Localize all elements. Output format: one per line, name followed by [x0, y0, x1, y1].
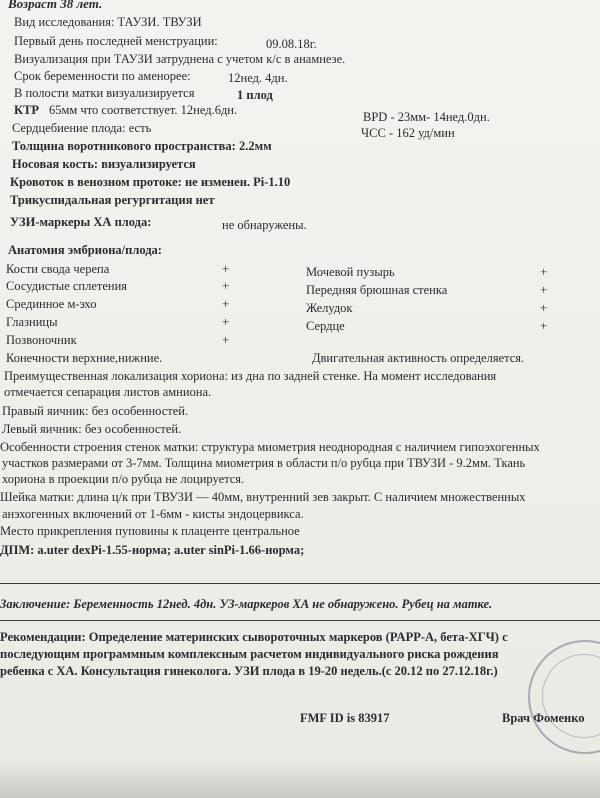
- ktr-value: 65мм что соответствует. 12нед.6дн.: [49, 103, 238, 117]
- patient-age: Возраст 38 лет.: [8, 0, 103, 11]
- nasal-bone: Носовая кость: визуализируется: [12, 157, 196, 171]
- recommendations-line-3: ребенка с ХА. Консультация гинеколога. УЗИ плода в 19-20 недель.(с 20.12 по 27.12.18г.): [0, 664, 498, 678]
- lmp-label: Первый день последней менструации:: [14, 34, 218, 48]
- anatomy-item: Передняя брюшная стенка: [306, 283, 448, 297]
- page-shadow: [0, 760, 600, 798]
- chorion-line-1: Преимущественная локализация хориона: из дна по задней стенке. На момент исследования: [4, 369, 497, 383]
- anatomy-item: Кости свода черепа: [6, 262, 110, 276]
- right-ovary: Правый яичник: без особенностей.: [2, 404, 189, 418]
- motor-activity: Двигательная активность определяется.: [312, 351, 525, 365]
- anatomy-item-value: +: [540, 318, 548, 333]
- cervix-line-2: анэхогенных включений от 1-6мм - кисты эндоцервикса.: [2, 507, 304, 521]
- nuchal-translucency: Толщина воротникового пространства: 2.2мм: [12, 139, 272, 153]
- anatomy-item: Глазницы: [6, 315, 58, 329]
- anatomy-item: Сердце: [306, 319, 345, 333]
- cord-insertion: Место прикрепления пуповины к плаценте центральное: [0, 524, 300, 538]
- fmf-id: FMF ID is 83917: [300, 711, 390, 725]
- stamp-seal: [528, 640, 600, 754]
- anatomy-item-value: +: [222, 261, 230, 276]
- conclusion: Заключение: Беременность 12нед. 4дн. УЗ-маркеров ХА не обнаружено. Рубец на матке.: [0, 597, 493, 611]
- ktr-label: КТР: [14, 103, 40, 117]
- left-ovary: Левый яичник: без особенностей.: [2, 422, 182, 436]
- uterine-wall-line-3: хориона в проекции п/о рубца не лоцируется.: [2, 472, 245, 486]
- anatomy-item-value: +: [540, 282, 548, 297]
- term-value: 12нед. 4дн.: [228, 71, 288, 85]
- cervix-line-1: Шейка матки: длина ц/к при ТВУЗИ — 40мм, внутренний зев закрыт. С наличием множественных: [0, 490, 526, 504]
- divider-bottom: [0, 620, 600, 621]
- markers-value: не обнаружены.: [222, 218, 307, 232]
- anatomy-item-value: +: [540, 300, 548, 315]
- uterine-wall-line-1: Особенности строения стенок матки: структура миометрия неоднородная с наличием гипоэхогенных: [0, 440, 540, 454]
- bpd-value: BPD - 23мм- 14нед.0дн.: [363, 110, 490, 124]
- anatomy-item-value: +: [540, 264, 548, 279]
- markers-label: УЗИ-маркеры ХА плода:: [10, 215, 152, 229]
- ductus-venosus: Кровоток в венозном протоке: не изменен. Pi-1.10: [10, 175, 291, 189]
- anatomy-item: Сосудистые сплетения: [6, 279, 128, 293]
- anatomy-item-value: +: [222, 314, 230, 329]
- uterus-label: В полости матки визуализируется: [14, 86, 195, 100]
- term-label: Срок беременности по аменорее:: [14, 69, 191, 83]
- divider-top: [0, 583, 600, 584]
- study-type: Вид исследования: ТАУЗИ. ТВУЗИ: [14, 15, 202, 29]
- anatomy-item-value: +: [222, 332, 230, 347]
- visualization-note: Визуализация при ТАУЗИ затруднена с учетом к/с в анамнезе.: [14, 52, 346, 66]
- lmp-date: 09.08.18г.: [266, 37, 317, 51]
- stamp-inner-ring: [542, 654, 600, 738]
- tricuspid-regurgitation: Трикуспидальная регургитация нет: [10, 193, 215, 207]
- doctor-signature: Врач Фоменко: [502, 711, 585, 725]
- heart-rate: ЧСС - 162 уд/мин: [361, 126, 455, 140]
- recommendations-line-2: последующим программным комплексным расчетом индивидуального риска рождения: [0, 647, 499, 661]
- anatomy-item-value: +: [222, 278, 230, 293]
- anatomy-item: Мочевой пузырь: [306, 265, 395, 279]
- uterine-wall-line-2: участков размерами от 3-7мм. Толщина миометрия в области п/о рубца при ТВУЗИ - 9.2мм. Ткань: [2, 456, 526, 470]
- doppler: ДПМ: a.uter dexPi-1.55-норма; a.uter sinPi-1.66-норма;: [0, 543, 305, 557]
- chorion-line-2: отмечается сепарация листов амниона.: [4, 385, 212, 399]
- heartbeat: Сердцебиение плода: есть: [12, 121, 152, 135]
- limbs: Конечности верхние,нижние.: [6, 351, 163, 365]
- anatomy-item-value: +: [222, 296, 230, 311]
- anatomy-item: Желудок: [306, 301, 353, 315]
- uterus-value: 1 плод: [237, 88, 273, 102]
- anatomy-item: Позвоночник: [6, 333, 77, 347]
- recommendations-line-1: Рекомендации: Определение материнских сывороточных маркеров (PAPP-A, бета-ХГЧ) с: [0, 630, 508, 644]
- anatomy-item: Срединное м-эхо: [6, 297, 97, 311]
- anatomy-title: Анатомия эмбриона/плода:: [8, 243, 162, 257]
